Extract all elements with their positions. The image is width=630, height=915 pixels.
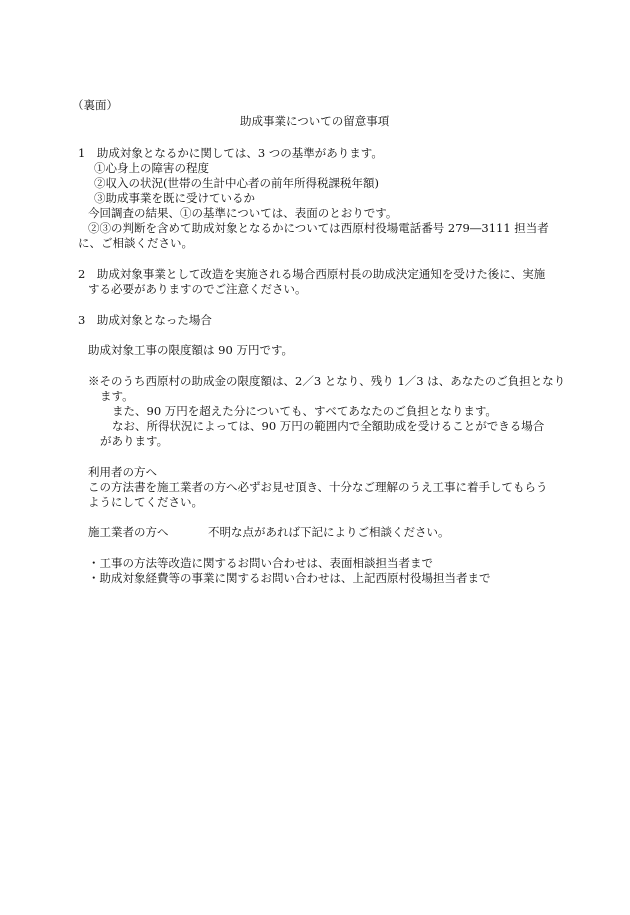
note-line-4: なお、所得状況によっては、90 万円の範囲内で全額助成を受けることができる場合 (112, 419, 545, 433)
section-1-contact-line-1: ②③の判断を含めて助成対象となるかについては西原村役場電話番号 279―3111 担当者 (88, 221, 549, 235)
users-line-2: ようにしてください。 (88, 495, 203, 509)
section-2-line-1: 2 助成対象事業として改造を実施される場合西原村長の助成決定通知を受けた後に、実施 (78, 267, 546, 281)
section-3-heading: 3 助成対象となった場合 (78, 313, 212, 327)
criterion-2: ②収入の状況(世帯の生計中心者の前年所得税課税年額) (94, 176, 379, 190)
users-line-1: この方法書を施工業者の方へ必ずお見せ頂き、十分なご理解のうえ工事に着手してもらう (88, 480, 548, 494)
section-1-contact-line-2: に、ご相談ください。 (78, 236, 193, 250)
users-heading: 利用者の方へ (88, 465, 157, 479)
criterion-3: ③助成事業を既に受けているか (94, 191, 255, 205)
bullet-item-1: ・工事の方法等改造に関するお問い合わせは、表面相談担当者まで (88, 556, 433, 570)
note-line-1: ※そのうち西原村の助成金の限度額は、2／3 となり、残り 1／3 は、あなたのご負担となり (88, 374, 566, 388)
subsidy-limit: 助成対象工事の限度額は 90 万円です。 (88, 343, 294, 357)
note-line-3: また、90 万円を超えた分についても、すべてあなたのご負担となります。 (112, 404, 497, 418)
note-line-2: ます。 (100, 389, 134, 403)
contractors-heading: 施工業者の方へ (88, 525, 169, 539)
bullet-item-2: ・助成対象経費等の事業に関するお問い合わせは、上記西原村役場担当者まで (88, 571, 491, 585)
section-1-heading: 1 助成対象となるかに関しては、3 つの基準があります。 (78, 146, 383, 160)
document-title: 助成事業についての留意事項 (240, 114, 390, 128)
note-line-5: があります。 (100, 434, 169, 448)
page-label: （裏面） (72, 98, 118, 112)
section-1-result: 今回調査の結果、①の基準については、表面のとおりです。 (88, 206, 398, 220)
section-2-line-2: する必要がありますのでご注意ください。 (88, 282, 307, 296)
contractors-text: 不明な点があれば下記によりご相談ください。 (208, 525, 450, 539)
criterion-1: ①心身上の障害の程度 (94, 161, 209, 175)
